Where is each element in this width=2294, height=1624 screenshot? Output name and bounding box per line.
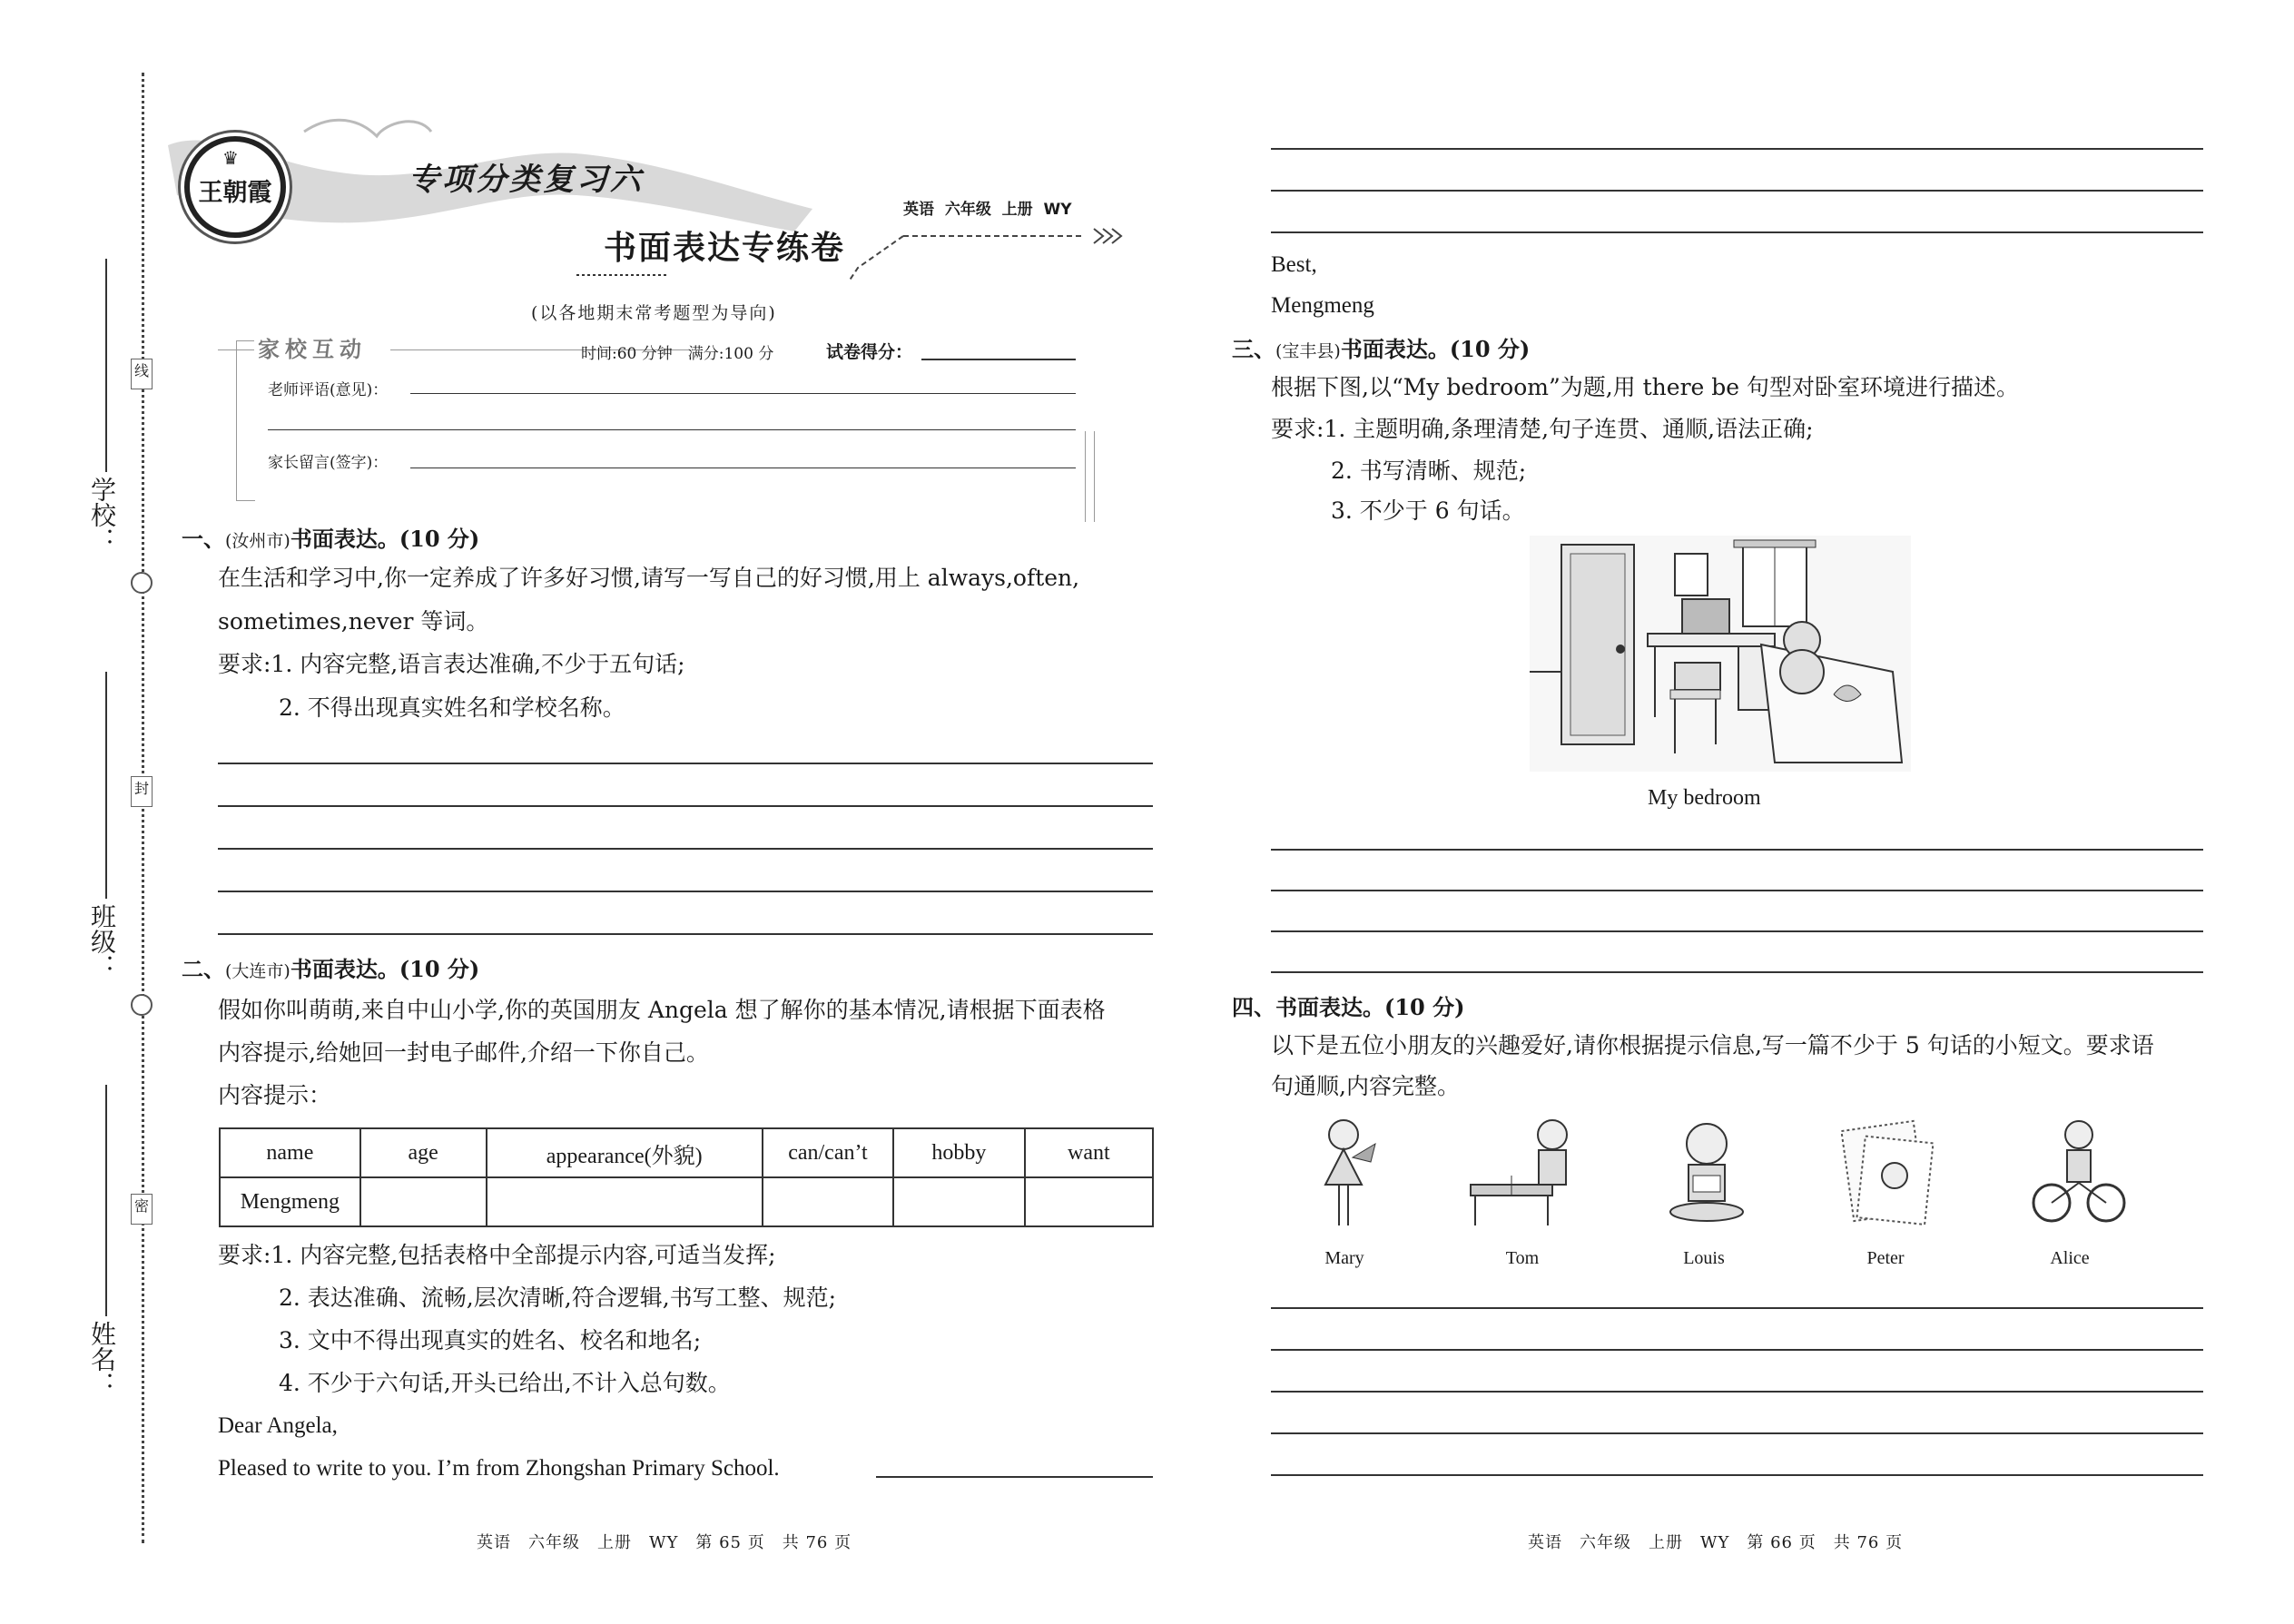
teacher-comment-field[interactable]	[410, 393, 1076, 394]
q1-answer-line[interactable]	[218, 933, 1153, 935]
table-cell[interactable]	[893, 1177, 1025, 1226]
q3-line1: 根据下图,以“My bedroom”为题,用 there be 句型对卧室环境进行描述。	[1271, 374, 2020, 400]
q3-region: (宝丰县)	[1275, 341, 1341, 361]
series-title: 专项分类复习六	[409, 162, 644, 198]
q3-answer-line[interactable]	[1271, 971, 2203, 973]
binding-circle-2	[131, 994, 153, 1016]
bedroom-illustration	[1530, 536, 1911, 772]
q1-req1: 要求:1. 内容完整,语言表达准确,不少于五句话;	[218, 651, 685, 677]
school-label: 学校：	[87, 477, 117, 553]
q4-line2: 句通顺,内容完整。	[1271, 1073, 1460, 1099]
brand-logo	[184, 136, 286, 238]
teacher-comment-label: 老师评语(意见)：	[268, 381, 389, 399]
table-cell[interactable]	[360, 1177, 487, 1226]
family-box-frame	[236, 340, 255, 501]
q1-req2: 2. 不得出现真实姓名和学校名称。	[279, 694, 625, 721]
q2-line1: 假如你叫萌萌,来自中山小学,你的英国朋友 Angela 想了解你的基本情况,请根据下面表格	[218, 997, 1106, 1023]
family-box-frame-right2	[1094, 431, 1095, 522]
q1-answer-line[interactable]	[218, 805, 1153, 807]
q2-region: (大连市)	[225, 961, 290, 981]
q3-heading-text: 书面表达。(10 分)	[1340, 336, 1531, 362]
q2-heading-text: 书面表达。(10 分)	[290, 956, 480, 982]
family-box-frame-right	[1085, 431, 1086, 522]
kid-peter-illustration	[1838, 1112, 1938, 1230]
kid-name: Alice	[2050, 1248, 2090, 1268]
q4-answer-line[interactable]	[1271, 1432, 2203, 1434]
table-header-cell: want	[1025, 1128, 1153, 1177]
score-field[interactable]	[921, 359, 1076, 360]
q4-answer-line[interactable]	[1271, 1307, 2203, 1309]
main-title: 书面表达专练卷	[604, 229, 846, 267]
q2-answer-line[interactable]	[1271, 190, 2203, 192]
q2-req1: 要求:1. 内容完整,包括表格中全部提示内容,可适当发挥;	[218, 1242, 776, 1268]
score-label: 试卷得分：	[826, 342, 913, 362]
kid-alice-illustration	[2029, 1112, 2129, 1230]
kid-name: Peter	[1866, 1248, 1905, 1268]
q3-req3: 3. 不少于 6 句话。	[1331, 497, 1525, 524]
q2-line2: 内容提示,给她回一封电子邮件,介绍一下你自己。	[218, 1039, 709, 1066]
q4-answer-line[interactable]	[1271, 1349, 2203, 1351]
family-school-box	[218, 331, 1098, 522]
table-cell[interactable]	[1025, 1177, 1153, 1226]
teacher-comment-field-2[interactable]	[268, 429, 1076, 430]
binding-circle-1	[131, 572, 153, 594]
logo-crown-icon: ♛	[222, 147, 239, 169]
family-box-rule-left	[218, 349, 254, 350]
letter-opening: Pleased to write to you. I’m from Zhongshan Primary School.	[218, 1456, 780, 1481]
q3-number: 三、	[1232, 336, 1275, 362]
kid-name: Louis	[1683, 1248, 1725, 1268]
q1-region: (汝州市)	[225, 531, 290, 551]
kid-tom-illustration	[1466, 1112, 1593, 1230]
footer-right: 英语 六年级 上册 WY 第 66 页 共 76 页	[1528, 1533, 1904, 1552]
table-header-cell: can/can’t	[763, 1128, 893, 1177]
name-label: 姓名：	[87, 1321, 117, 1397]
table-header-cell: appearance(外貌)	[487, 1128, 763, 1177]
q1-answer-line[interactable]	[218, 891, 1153, 892]
q2-hint: 内容提示：	[218, 1082, 332, 1108]
q1-heading	[182, 521, 479, 553]
q2-answer-line[interactable]	[1271, 231, 2203, 233]
guide-text: (以各地期末常考题型为导向)	[531, 303, 777, 323]
cut-mark-mi: 密	[131, 1194, 153, 1225]
table-header-row	[220, 1128, 1153, 1177]
q4-answer-line[interactable]	[1271, 1391, 2203, 1393]
q1-line1: 在生活和学习中,你一定养成了许多好习惯,请写一写自己的好习惯,用上 always,often,	[218, 565, 1080, 591]
name-field[interactable]	[105, 1085, 107, 1316]
logo-text: 王朝霞	[198, 179, 272, 206]
binding-margin	[0, 0, 154, 1624]
q2-heading	[182, 951, 479, 983]
q4-line1: 以下是五位小朋友的兴趣爱好,请你根据提示信息,写一篇不少于 5 句话的小短文。要求语	[1271, 1032, 2154, 1058]
q4-heading-text: 书面表达。(10 分)	[1275, 994, 1465, 1020]
kid-mary-illustration	[1298, 1112, 1389, 1230]
class-label: 班级：	[87, 903, 117, 979]
table-header-cell: age	[360, 1128, 487, 1177]
q4-heading	[1232, 989, 1464, 1021]
cut-mark-feng: 封	[131, 776, 153, 807]
letter-signature: Mengmeng	[1271, 293, 1374, 318]
table-cell[interactable]	[487, 1177, 763, 1226]
table-header-cell: name	[220, 1128, 360, 1177]
kid-louis-illustration	[1661, 1112, 1752, 1230]
q3-answer-line[interactable]	[1271, 890, 2203, 891]
kid-name: Mary	[1324, 1248, 1364, 1268]
q3-answer-line[interactable]	[1271, 849, 2203, 851]
q3-req2: 2. 书写清晰、规范;	[1331, 458, 1527, 484]
table-cell[interactable]	[763, 1177, 893, 1226]
q4-number: 四、	[1232, 994, 1275, 1020]
family-box-title: 家校互动	[254, 331, 370, 363]
class-field[interactable]	[105, 672, 107, 899]
bedroom-caption: My bedroom	[1648, 786, 1761, 810]
q2-number: 二、	[182, 956, 225, 982]
q1-heading-text: 书面表达。(10 分)	[290, 526, 480, 552]
q1-answer-line[interactable]	[218, 848, 1153, 850]
subject-tag: 英语 六年级 上册 WY	[903, 201, 1072, 219]
info-table	[219, 1127, 1154, 1227]
letter-greeting: Dear Angela,	[218, 1413, 338, 1438]
q2-answer-line[interactable]	[1271, 148, 2203, 150]
q3-heading	[1232, 331, 1530, 363]
table-header-cell: hobby	[893, 1128, 1025, 1177]
q2-req3: 3. 文中不得出现真实的姓名、校名和地名;	[279, 1327, 702, 1353]
footer-left: 英语 六年级 上册 WY 第 65 页 共 76 页	[477, 1533, 852, 1552]
q2-answer-line[interactable]	[876, 1476, 1153, 1478]
school-field[interactable]	[105, 259, 107, 472]
dotted-cut-line	[142, 73, 144, 1543]
parent-comment-label: 家长留言(签字)：	[268, 454, 389, 472]
q1-number: 一、	[182, 526, 225, 552]
q3-req1: 要求:1. 主题明确,条理清楚,句子连贯、通顺,语法正确;	[1271, 416, 1814, 442]
q1-line2: sometimes,never 等词。	[218, 608, 489, 635]
table-row	[220, 1177, 1153, 1226]
q4-answer-line[interactable]	[1271, 1474, 2203, 1476]
letter-closing: Best,	[1271, 252, 1317, 277]
q3-answer-line[interactable]	[1271, 930, 2203, 932]
q2-req2: 2. 表达准确、流畅,层次清晰,符合逻辑,书写工整、规范;	[279, 1284, 837, 1311]
q1-answer-line[interactable]	[218, 763, 1153, 764]
exam-time: 时间:60 分钟 满分:100 分	[581, 345, 774, 363]
kid-name: Tom	[1505, 1248, 1540, 1268]
q2-req4: 4. 不少于六句话,开头已给出,不计入总句数。	[279, 1370, 731, 1396]
table-cell: Mengmeng	[220, 1177, 360, 1226]
cut-mark-xian: 线	[131, 359, 153, 389]
